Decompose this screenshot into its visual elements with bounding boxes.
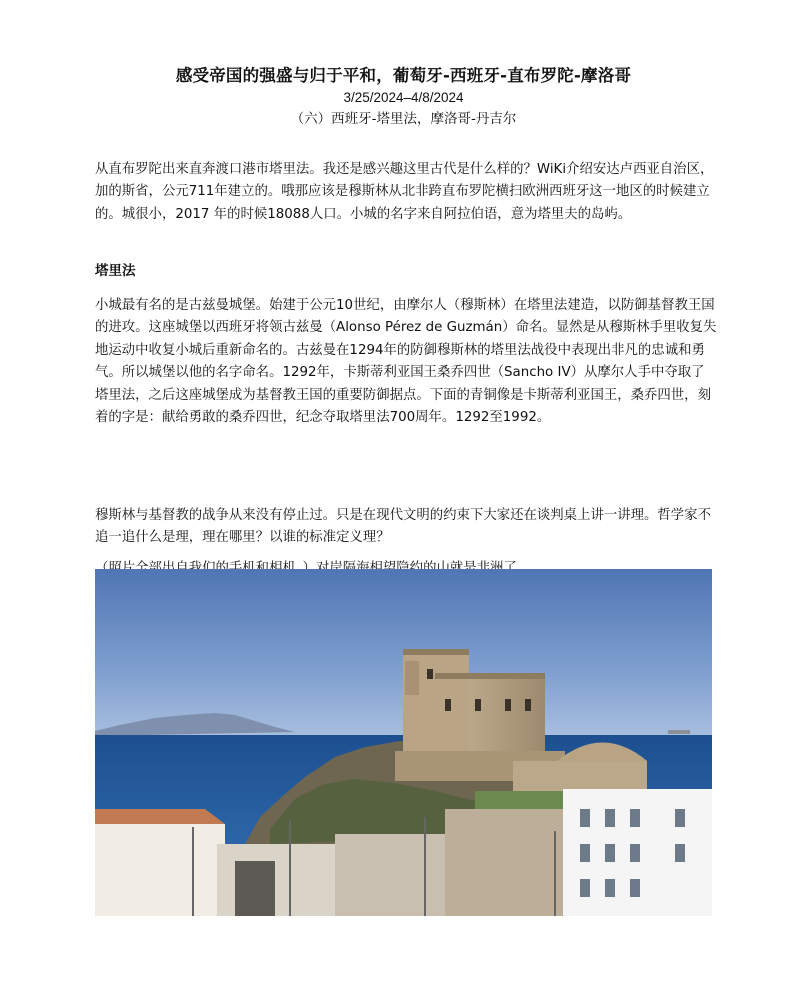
intro-paragraph: 从直布罗陀出来直奔渡口港市塔里法。我还是感兴趣这里古代是什么样的？WiKi介绍安达卢西亚自治区，加的斯省，公元711年建立的。哦那应该是穆斯林从北非跨直布罗陀横扫欧洲西班牙这一地区的时候建立的。城很小，2017 年的时候18088人口。小城的名字来自阿拉伯语，意为塔里夫的岛屿。	[95, 162, 714, 222]
doorway	[235, 861, 275, 916]
article-header	[0, 64, 807, 130]
travel-dates: 3/25/2024–4/8/2024	[343, 90, 464, 105]
page-title: 感受帝国的强盛与归于平和，葡萄牙-西班牙-直布罗陀-摩洛哥	[175, 66, 632, 85]
tarifa-castle-photo	[95, 569, 712, 916]
castle-photo-illustration	[95, 569, 712, 916]
ship	[668, 730, 690, 734]
dome-building	[513, 761, 647, 793]
left-roof	[95, 809, 225, 824]
chapter-subtitle: （六）西班牙-塔里法，摩洛哥-丹吉尔	[290, 111, 517, 127]
stone-building	[445, 809, 565, 916]
castle-paragraph: 小城最有名的是古兹曼城堡。始建于公元10世纪，由摩尔人（穆斯林）在塔里法建造，以防御基督教王国的进攻。这座城堡以西班牙将领古兹曼（Alonso Pérez de Guzmán）命名。显然是从穆斯林手里收复失地运动中收复小城后重新命名的。古兹曼在1294年的防御穆斯林的塔里法战役中表现出非凡的忠诚和勇气。所以城堡以他的名字命名。1292年，卡斯蒂利亚国王桑乔四世（Sancho IV）从摩尔人手中夺取了塔里法，之后这座城堡成为基督教王国的重要防御据点。下面的青铜像是卡斯蒂利亚国王，桑乔四世，刻着的字是：献给勇敢的桑乔四世，纪念夺取塔里法700周年。1292至1992。	[95, 298, 717, 426]
left-house	[95, 824, 225, 916]
turret	[405, 661, 419, 695]
section-heading: 塔里法	[95, 263, 136, 279]
philosophy-paragraph: 穆斯林与基督教的战争从来没有停止过。只是在现代文明的约束下大家还在谈判桌上讲一讲理。哲学家不追一追什么是理，理在哪里？以谁的标准定义理？	[95, 508, 711, 546]
